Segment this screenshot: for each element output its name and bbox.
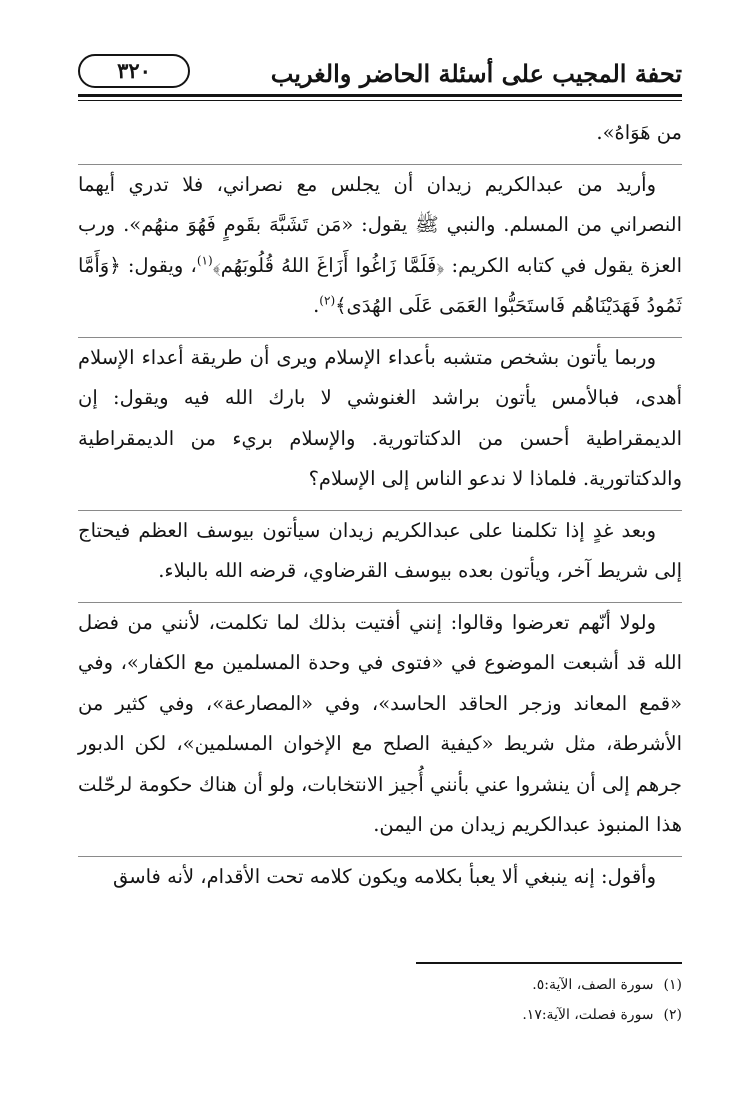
page-number: ٣٢٠ xyxy=(78,54,190,88)
paragraph: وربما يأتون بشخص متشبه بأعداء الإسلام ويرى أن طريقة أعداء الإسلام أهدى، فبالأمس يأتون براشد الغنوشي لا بارك الله فيه ويقول: إن الديمقراطية أحسن من الدكتاتورية. والإسلام بريء من الديمقراطية والدكتاتورية. فلماذا لا ندعو الناس إلى الإسلام؟ xyxy=(78,338,682,511)
footnote-text: سورة فصلت، الآية:١٧. xyxy=(522,1007,654,1023)
paragraph: وبعد غدٍ إذا تكلمنا على عبدالكريم زيدان سيأتون بيوسف العظم فيحتاج إلى شريط آخر، ويأتون بعده بيوسف القرضاوي، قرضه الله بالبلاء. xyxy=(78,511,682,603)
paragraph-quran-quotes xyxy=(78,165,682,338)
footnote-marker-2: (٢) xyxy=(319,293,336,308)
paragraph-text: ، ويقول: ﴿وَأَمَّا ثَمُودُ فَهَدَيْنَاهُم فَاستَحَبُّوا العَمَى عَلَى الهُدَى﴾ xyxy=(78,253,682,317)
footnotes xyxy=(78,970,682,1030)
footnote-marker-1: (١) xyxy=(196,253,213,267)
paragraph-continued: من هَوَاهُ». xyxy=(78,113,682,165)
header-rule xyxy=(78,94,682,97)
book-title: تحفة المجيب على أسئلة الحاضر والغريب xyxy=(270,59,682,88)
page-body xyxy=(78,113,682,907)
footnote-divider xyxy=(416,962,682,964)
paragraph-text: . xyxy=(313,294,320,317)
page-header xyxy=(78,54,682,100)
footnote-text: سورة الصف، الآية:٥. xyxy=(532,977,654,993)
paragraph-text: وأريد من عبدالكريم زيدان أن يجلس مع نصراني، فلا تدري أيهما النصراني من المسلم. والنبي ﷺ يقول: «مَن تَشَبَّهَ بقَومٍ فَهُوَ منهُم». ورب العزة يقول في كتابه الكريم: ﴿فَلَمَّا زَاغُوا أَزَاغَ اللهُ قُلُوبَهُم﴾ xyxy=(78,172,682,277)
footnote-number: (٢) xyxy=(663,1007,682,1023)
footnote xyxy=(78,1000,682,1030)
footnote xyxy=(78,970,682,1000)
header-rule-thin xyxy=(78,100,682,101)
footnote-number: (١) xyxy=(663,977,682,993)
paragraph: وأقول: إنه ينبغي ألا يعبأ بكلامه ويكون كلامه تحت الأقدام، لأنه فاسق xyxy=(113,864,656,888)
paragraph: ولولا أنّهم تعرضوا وقالوا: إنني أفتيت بذلك لما تكلمت، لأنني من فضل الله قد أشبعت الموضوع في «فتوى في وحدة المسلمين مع الكفار»، وفي «قمع المعاند وزجر الحاقد الحاسد»، وفي «المصارعة»، وفي كثير من الأشرطة، مثل شريط «كيفية الصلح مع الإخوان المسلمين»، لكن الدبور جرهم إلى أن ينشروا عني بأنني أُجيز الانتخابات، ولو أن هناك حكومة لرحّلت هذا المنبوذ عبدالكريم زيدان من اليمن. xyxy=(78,603,682,857)
